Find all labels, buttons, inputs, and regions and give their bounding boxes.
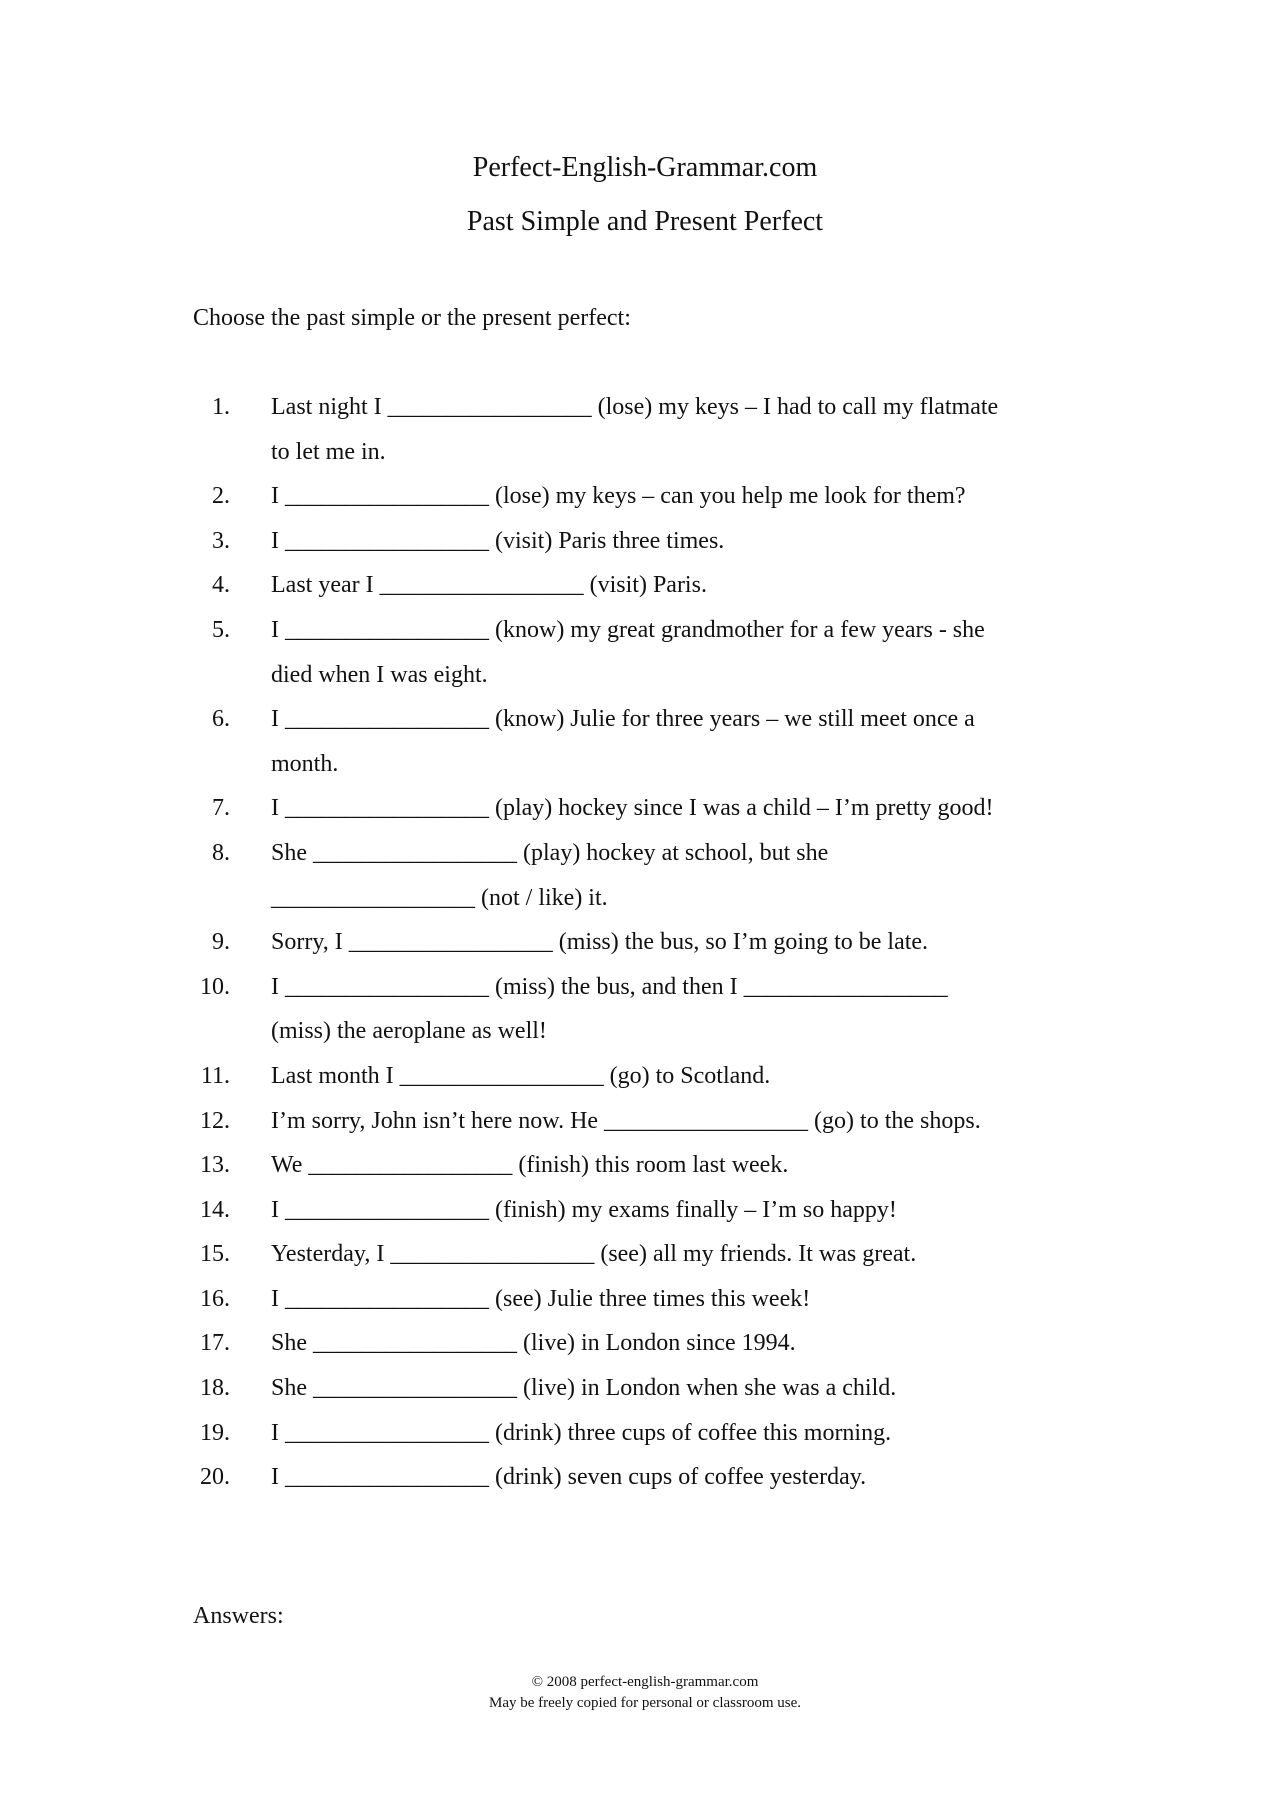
exercise-item-continuation: [0, 660, 1280, 705]
exercise-sentence: _________________ (not / like) it.: [271, 884, 608, 911]
exercise-sentence: Yesterday, I _________________ (see) all my friends. It was great.: [271, 1241, 917, 1268]
exercise-sentence: Last year I _________________ (visit) Paris.: [271, 572, 707, 599]
copyright-notice: © 2008 perfect-english-grammar.com: [531, 1674, 759, 1690]
exercise-item: [0, 1150, 1280, 1195]
exercise-sentence: We _________________ (finish) this room last week.: [271, 1152, 789, 1179]
exercise-item: [0, 392, 1280, 437]
exercise-number: 8.: [212, 839, 230, 866]
exercise-item-continuation: [0, 1016, 1280, 1061]
exercise-number: 18.: [200, 1375, 230, 1402]
exercise-sentence: I’m sorry, John isn’t here now. He _________________ (go) to the shops.: [271, 1107, 981, 1134]
footer: [5, 1672, 1280, 1714]
exercise-sentence: I _________________ (drink) three cups of coffee this morning.: [271, 1419, 892, 1446]
exercise-number: 17.: [200, 1330, 230, 1357]
site-title: Perfect-English-Grammar.com: [472, 152, 818, 183]
exercise-sentence: Sorry, I _________________ (miss) the bus, so I’m going to be late.: [271, 929, 929, 956]
exercise-sentence: died when I was eight.: [271, 661, 488, 688]
exercise-item: [0, 481, 1280, 526]
exercise-item: [0, 1328, 1280, 1373]
exercise-item: [0, 615, 1280, 660]
exercise-item: [0, 704, 1280, 749]
exercise-sentence: I _________________ (know) Julie for three years – we still meet once a: [271, 706, 975, 733]
exercise-sentence: I _________________ (lose) my keys – can you help me look for them?: [271, 483, 966, 510]
exercise-item: [0, 927, 1280, 972]
exercise-sentence: I _________________ (visit) Paris three times.: [271, 527, 725, 554]
exercise-sentence: I _________________ (miss) the bus, and then I _________________: [271, 973, 948, 1000]
exercise-item: [0, 1195, 1280, 1240]
exercise-sentence: I _________________ (play) hockey since I was a child – I’m pretty good!: [271, 795, 994, 822]
exercise-item: [0, 1418, 1280, 1463]
exercise-number: 20.: [200, 1464, 230, 1491]
exercise-number: 16.: [200, 1285, 230, 1312]
instructions: Choose the past simple or the present perfect:: [193, 305, 631, 331]
exercise-sentence: to let me in.: [271, 438, 386, 465]
exercise-item-continuation: [0, 749, 1280, 794]
exercise-sentence: Last month I _________________ (go) to Scotland.: [271, 1062, 771, 1089]
exercise-number: 11.: [200, 1062, 230, 1089]
exercise-number: 10.: [200, 973, 230, 1000]
exercise-sentence: She _________________ (play) hockey at school, but she: [271, 839, 829, 866]
page-title: Past Simple and Present Perfect: [466, 206, 824, 237]
exercise-sentence: I _________________ (finish) my exams finally – I’m so happy!: [271, 1196, 897, 1223]
exercise-sentence: month.: [271, 750, 339, 777]
exercise-number: 12.: [200, 1107, 230, 1134]
exercise-number: 4.: [212, 572, 230, 599]
exercise-item: [0, 1462, 1280, 1507]
exercise-sentence: (miss) the aeroplane as well!: [271, 1018, 547, 1045]
exercise-item: [0, 793, 1280, 838]
exercise-sentence: Last night I _________________ (lose) my keys – I had to call my flatmate: [271, 394, 999, 420]
exercise-item: [0, 1284, 1280, 1329]
exercise-sentence: I _________________ (drink) seven cups of coffee yesterday.: [271, 1464, 867, 1491]
exercise-item: [0, 570, 1280, 615]
exercise-number: 19.: [200, 1419, 230, 1446]
exercise-number: 9.: [212, 929, 230, 956]
exercise-item: [0, 972, 1280, 1017]
exercise-number: 15.: [200, 1241, 230, 1268]
exercise-item: [0, 1106, 1280, 1151]
exercise-number: 14.: [200, 1196, 230, 1223]
exercise-item: [0, 1373, 1280, 1418]
exercise-sentence: She _________________ (live) in London since 1994.: [271, 1330, 796, 1357]
exercise-item: [0, 1239, 1280, 1284]
exercise-number: 3.: [212, 527, 230, 554]
exercise-sentence: She _________________ (live) in London when she was a child.: [271, 1375, 897, 1402]
exercise-number: 1.: [212, 394, 230, 420]
exercise-number: 2.: [212, 483, 230, 510]
exercise-number: 13.: [200, 1152, 230, 1179]
exercise-item: [0, 838, 1280, 883]
exercise-item: [0, 526, 1280, 571]
exercise-number: 5.: [212, 616, 230, 643]
exercise-number: 6.: [212, 706, 230, 733]
exercise-item-continuation: [0, 437, 1280, 482]
exercise-item-continuation: [0, 883, 1280, 928]
exercise-item: [0, 1061, 1280, 1106]
answers-label: Answers:: [193, 1603, 284, 1629]
exercise-sentence: I _________________ (know) my great grandmother for a few years - she: [271, 616, 985, 643]
exercise-number: 7.: [212, 795, 230, 822]
license-notice: May be freely copied for personal or classroom use.: [489, 1695, 801, 1711]
exercise-list: [0, 392, 1280, 1507]
exercise-sentence: I _________________ (see) Julie three times this week!: [271, 1285, 811, 1312]
